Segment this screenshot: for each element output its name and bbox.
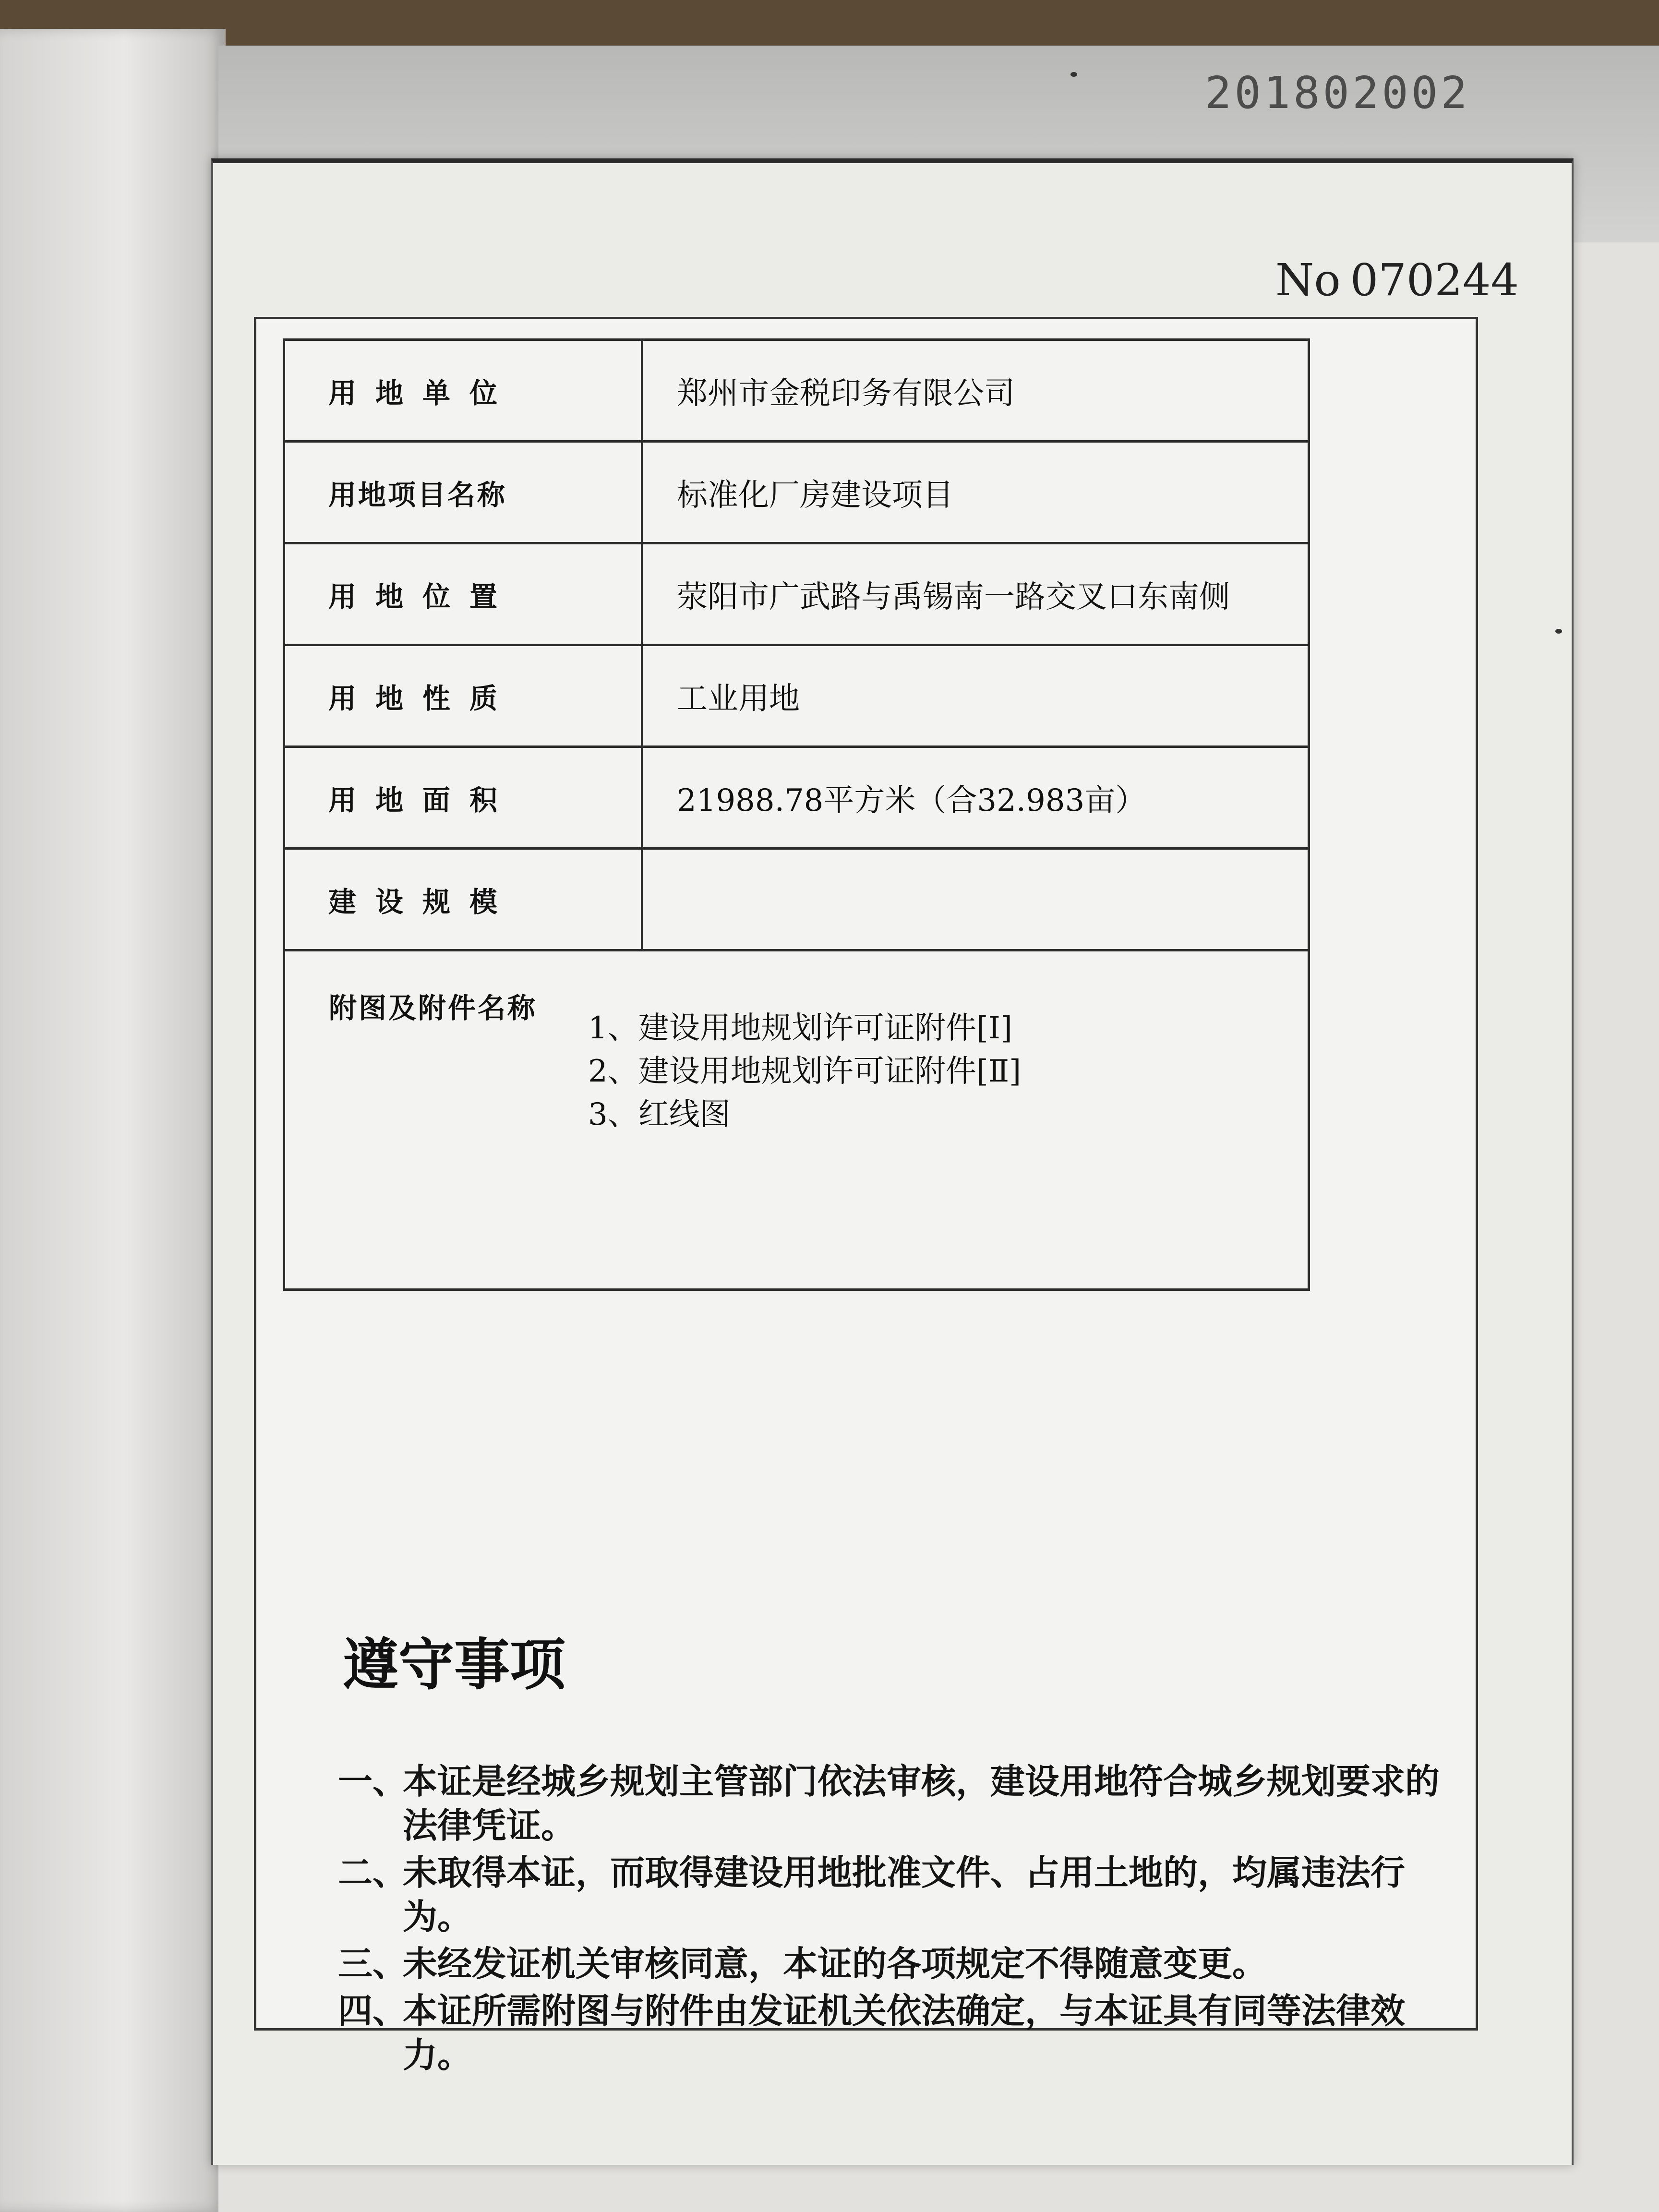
rules-list — [338, 1759, 1442, 2080]
row-label: 用地性质 — [284, 645, 642, 747]
rule-text: 未取得本证，而取得建设用地批准文件、占用土地的，均属违法行为。 — [403, 1852, 1406, 1937]
inner-frame — [254, 317, 1478, 2075]
table-row — [284, 645, 1309, 747]
row-value: 荥阳市广武路与禹锡南一路交叉口东南侧 — [642, 543, 1309, 645]
info-table — [283, 338, 1310, 1291]
rule-text: 本证是经城乡规划主管部门依法审核，建设用地符合城乡规划要求的法律凭证。 — [403, 1761, 1440, 1846]
row-value: 21988.78平方米（合32.983亩） — [642, 747, 1309, 849]
list-item: 3、红线图 — [588, 1097, 731, 1132]
table-row — [284, 340, 1309, 442]
rule-number: 三、 — [338, 1944, 408, 1984]
list-item: 2、建设用地规划许可证附件[Ⅱ] — [588, 1054, 1022, 1089]
attachments-list — [588, 1007, 1307, 1136]
row-label: 建设规模 — [284, 849, 642, 950]
rule-text: 未经发证机关审核同意，本证的各项规定不得随意变更。 — [403, 1944, 1267, 1984]
table-row — [284, 543, 1309, 645]
row-label: 用地单位 — [284, 340, 642, 442]
attachments-row — [284, 950, 1309, 1290]
rule-number: 二、 — [338, 1852, 408, 1893]
attachments-label: 附图及附件名称 — [329, 992, 538, 1024]
row-label: 用地位置 — [284, 543, 642, 645]
certificate-sheet — [211, 158, 1574, 2165]
dust-speck — [1555, 629, 1562, 634]
serial-number: 201802002 — [1205, 67, 1470, 119]
list-item — [338, 1759, 1442, 1848]
row-label: 用地面积 — [284, 747, 642, 849]
table-row — [284, 442, 1309, 543]
row-value: 工业用地 — [642, 645, 1309, 747]
certificate-number — [1275, 254, 1519, 306]
certificate-number-label: No — [1275, 254, 1341, 306]
rules-title: 遵守事项 — [343, 1633, 565, 1697]
dust-speck — [1070, 72, 1077, 77]
list-item — [338, 1989, 1442, 2077]
row-value — [642, 849, 1309, 950]
certificate-number-value: 070244 — [1350, 254, 1519, 306]
list-item — [338, 1942, 1442, 1986]
list-item: 1、建设用地规划许可证附件[Ⅰ] — [588, 1010, 1012, 1046]
row-label: 用地项目名称 — [284, 442, 642, 543]
rule-text: 本证所需附图与附件由发证机关依法确定，与本证具有同等法律效力。 — [403, 1991, 1406, 2075]
row-value: 标准化厂房建设项目 — [642, 442, 1309, 543]
row-value: 郑州市金税印务有限公司 — [642, 340, 1309, 442]
list-item — [338, 1851, 1442, 1939]
left-page — [0, 29, 226, 2212]
table-row — [284, 849, 1309, 950]
table-row — [284, 747, 1309, 849]
attachments-cell — [284, 950, 1309, 1290]
rule-number: 一、 — [338, 1761, 408, 1802]
rule-number: 四、 — [338, 1991, 408, 2031]
